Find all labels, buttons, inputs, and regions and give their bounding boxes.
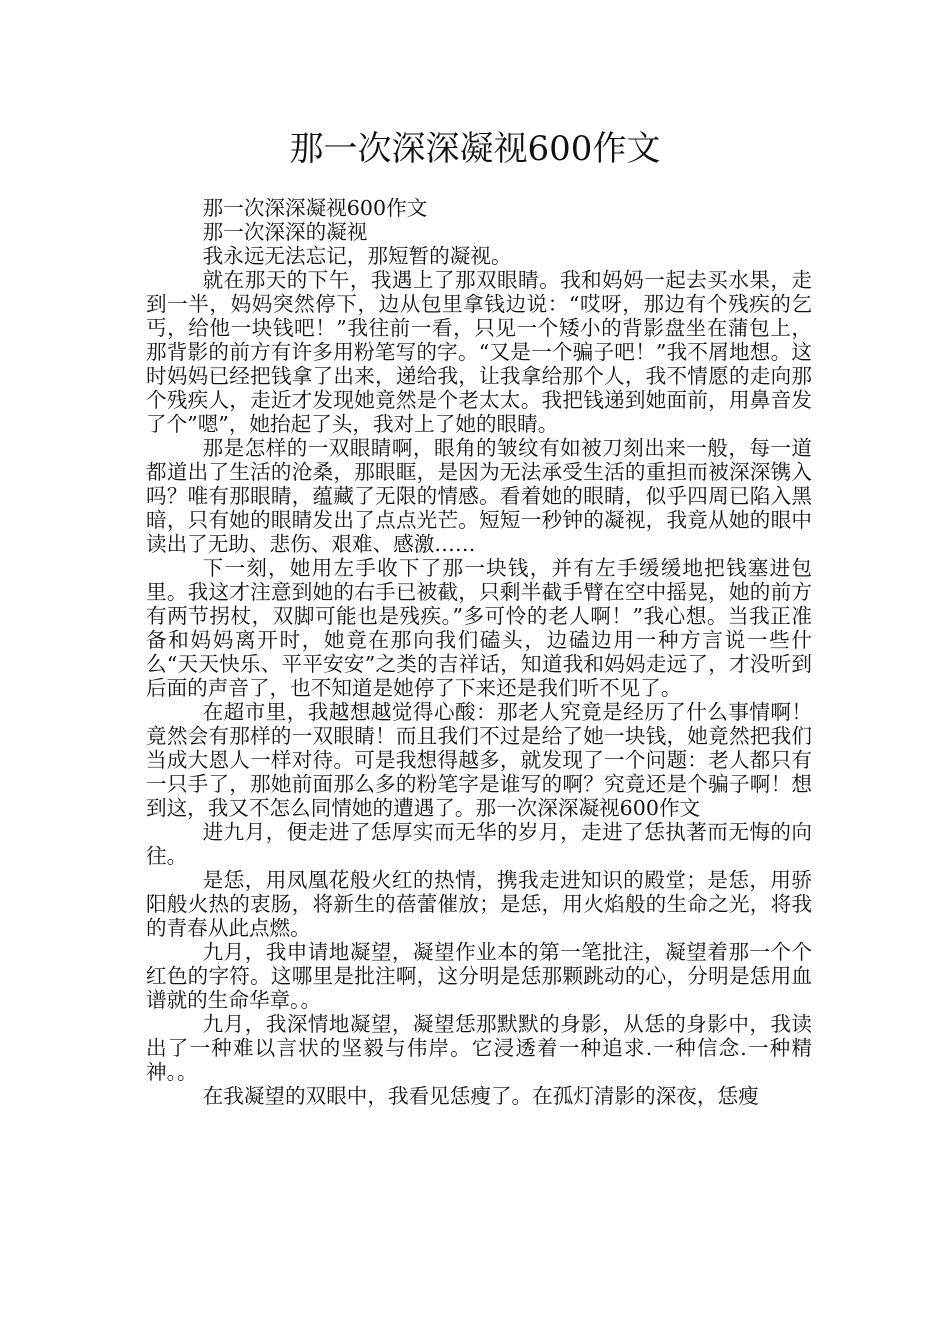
page-title: 那一次深深凝视600作文 <box>289 129 661 169</box>
paragraph: 我永远无法忘记，那短暂的凝视。 <box>202 244 512 268</box>
paragraph: 是恁，用凤凰花般火红的热情，携我走进知识的殿堂；是恁，用骄阳般火热的衷肠，将新生的蓓蕾催放；是恁，用火焰般的生命之光，将我的青春从此点燃。 <box>146 868 812 940</box>
paragraph: 在超市里，我越想越觉得心酸：那老人究竟是经历了什么事情啊！竟然会有那样的一双眼睛！而且我们不过是给了她一块钱，她竟然把我们当成大恩人一样对待。可是我想得越多，就发现了一个问题：老人都只有一只手了，那她前面那么多的粉笔字是谁写的啊？究竟还是个骗子啊！想到这，我又不怎么同情她的遭遇了。那一次深深凝视600作文 <box>146 700 812 820</box>
paragraph: 就在那天的下午，我遇上了那双眼睛。我和妈妈一起去买水果，走到一半，妈妈突然停下，边从包里拿钱边说：“哎呀，那边有个残疾的乞丐，给他一块钱吧！”我往前一看，只见一个矮小的背影盘坐在蒲包上，那背影的前方有许多用粉笔写的字。“又是一个骗子吧！”我不屑地想。这时妈妈已经把钱拿了出来，递给我，让我拿给那个人，我不情愿的走向那个残疾人，走近才发现她竟然是个老太太。我把钱递到她面前，用鼻音发了个”嗯”，她抬起了头，我对上了她的眼睛。 <box>146 268 812 436</box>
paragraph: 进九月，便走进了恁厚实而无华的岁月，走进了恁执著而无悔的向往。 <box>146 820 812 868</box>
paragraph: 下一刻，她用左手收下了那一块钱，并有左手缓缓地把钱塞进包里。我这才注意到她的右手已被截，只剩半截手臂在空中摇晃，她的前方有两节拐杖，双脚可能也是残疾。”多可怜的老人啊！”我心想。当我正准备和妈妈离开时，她竟在那向我们磕头，边磕边用一种方言说一些什么“天天快乐、平平安安”之类的吉祥话，知道我和妈妈走远了，才没听到后面的声音了，也不知道是她停了下来还是我们听不见了。 <box>146 556 812 700</box>
paragraph: 九月，我深情地凝望，凝望恁那默默的身影，从恁的身影中，我读出了一种难以言状的坚毅与伟岸。它浸透着一种追求.一种信念.一种精神。。 <box>146 1012 812 1084</box>
paragraph: 在我凝望的双眼中，我看见恁瘦了。在孤灯清影的深夜，恁瘦 <box>202 1084 759 1108</box>
paragraph-subtitle: 那一次深深凝视600作文 <box>202 196 428 220</box>
document-body <box>146 196 812 1108</box>
paragraph: 那是怎样的一双眼睛啊，眼角的皱纹有如被刀刻出来一般，每一道都道出了生活的沧桑，那眼眶，是因为无法承受生活的重担而被深深镌入吗？唯有那眼睛，蕴藏了无限的情感。看着她的眼睛，似乎四周已陷入黑暗，只有她的眼睛发出了点点光芒。短短一秒钟的凝视，我竟从她的眼中读出了无助、悲伤、艰难、感激…… <box>146 436 812 556</box>
paragraph: 九月，我申请地凝望，凝望作业本的第一笔批注，凝望着那一个个红色的字符。这哪里是批注啊，这分明是恁那颗跳动的心，分明是恁用血谱就的生命华章。。 <box>146 940 812 1012</box>
paragraph-heading: 那一次深深的凝视 <box>202 220 368 244</box>
